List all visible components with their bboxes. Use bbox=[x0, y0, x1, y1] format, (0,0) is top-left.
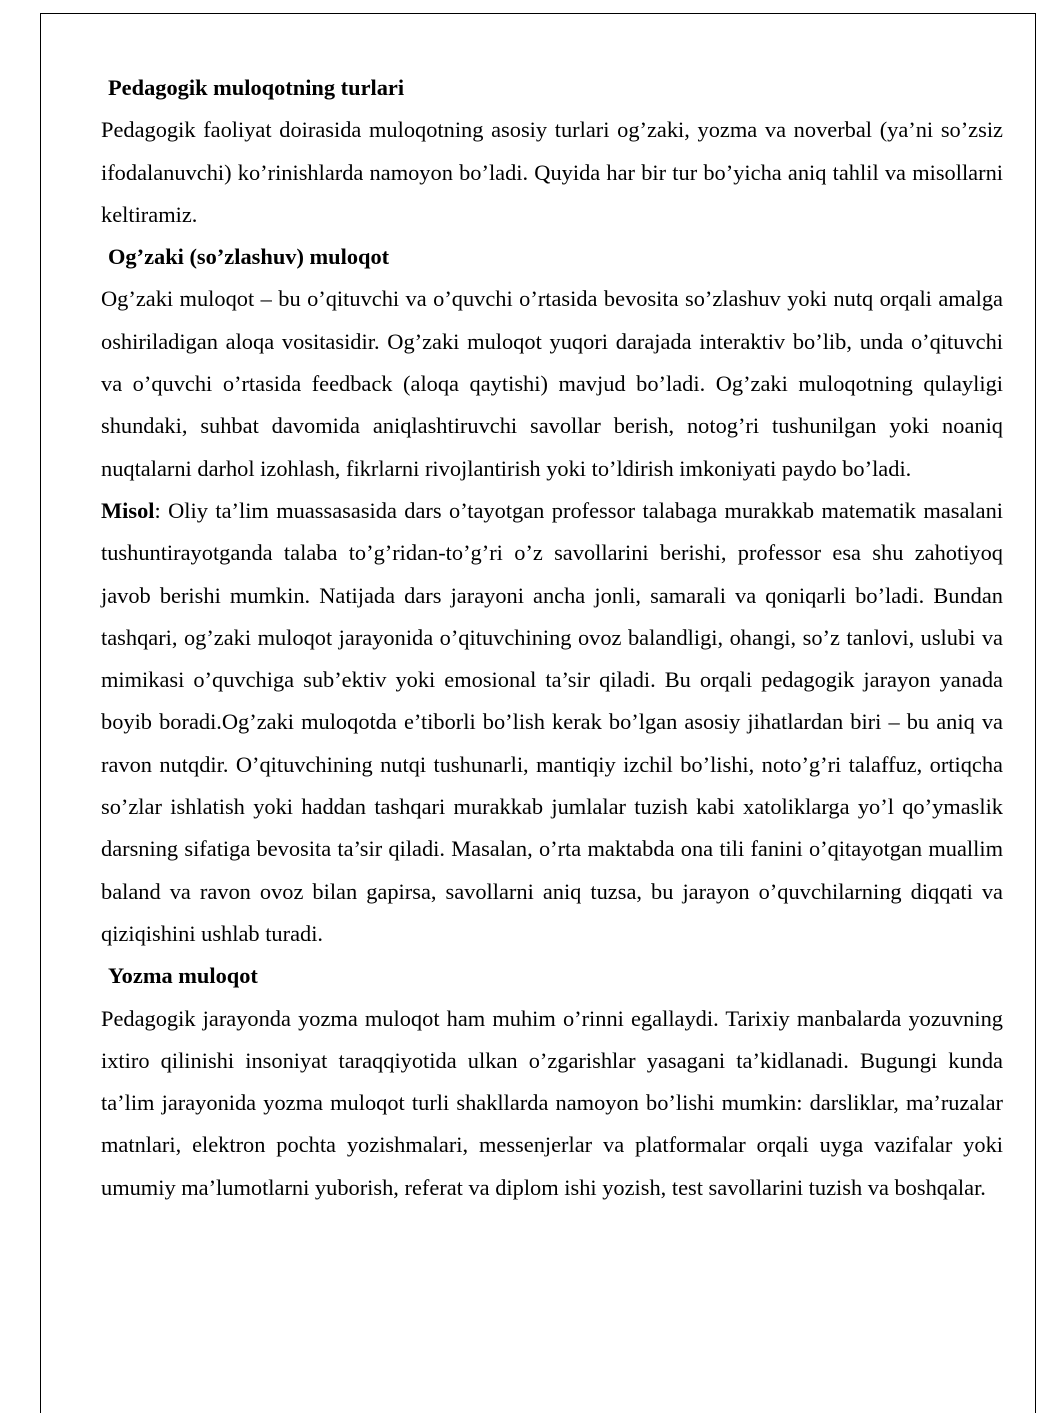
section-heading-ogzaki: Og’zaki (so’zlashuv) muloqot bbox=[108, 244, 390, 270]
paragraph-yozma: Pedagogik jarayonda yozma muloqot ham muhim o’rinni egallaydi. Tarixiy manbalarda yozuvning ixtiro qilinishi insoniyat taraqqiyotida ulkan o’zgarishlar yasagani ta’kidlanadi. Bugungi kunda ta’lim jarayonida yozma muloqot turli shakllarda namoyon bo’lishi mumkin: darsliklar, ma’ruzalar matnlari, elektron pochta yozishmalari, messenjerlar va platformalar orqali uyga vazifalar yoki umumiy ma’lumotlarni yuborish, referat va diplom ishi yozish, test savollarini tuzish va boshqalar. bbox=[101, 1005, 1003, 1200]
example-label: Misol bbox=[101, 497, 155, 523]
document-body bbox=[101, 67, 1003, 1209]
example-text: : Oliy ta’lim muassasasida dars o’tayotgan professor talabaga murakkab matematik masalani tushuntirayotganda talaba to’g’ridan-to’g’ri o’z savollarini berishi, professor esa shu zahotiyoq javob berishi mumkin. Natijada dars jarayoni ancha jonli, samarali va qoniqarli bo’ladi. Bundan tashqari, og’zaki muloqot jarayonida o’qituvchining ovoz balandligi, ohangi, so’z tanlovi, uslubi va mimikasi o’quvchiga sub’ektiv yoki emosional ta’sir qiladi. Bu orqali pedagogik jarayon yanada boyib boradi.Og’zaki muloqotda e’tiborli bo’lish kerak bo’lgan asosiy jihatlardan biri – bu aniq va ravon nutqdir. O’qituvchining nutqi tushunarli, mantiqiy izchil bo’lishi, noto’g’ri talaffuz, ortiqcha so’zlar ishlatish yoki haddan tashqari murakkab jumlalar tuzish kabi xatoliklarga yo’l qo’ymaslik darsning sifatiga bevosita ta’sir qiladi. Masalan, o’rta maktabda ona tili fanini o’qitayotgan muallim baland va ravon ovoz bilan gapirsa, savollarni aniq tuzsa, bu jarayon o’quvchilarning diqqati va qiziqishini ushlab turadi. bbox=[101, 497, 1003, 946]
section-heading-turlari: Pedagogik muloqotning turlari bbox=[108, 75, 405, 100]
paragraph-ogzaki: Og’zaki muloqot – bu o’qituvchi va o’quvchi o’rtasida bevosita so’zlashuv yoki nutq orqali amalga oshiriladigan aloqa vositasidir. Og’zaki muloqot yuqori darajada interaktiv bo’lib, unda o’qituvchi va o’quvchi o’rtasida feedback (aloqa qaytishi) mavjud bo’ladi. Og’zaki muloqotning qulayligi shundaki, suhbat davomida aniqlashtiruvchi savollar berish, notog’ri tushunilgan yoki noaniq nuqtalarni darhol izohlash, fikrlarni rivojlantirish yoki to’ldirish imkoniyati paydo bo’ladi. bbox=[101, 286, 1003, 481]
section-heading-yozma: Yozma muloqot bbox=[108, 963, 258, 989]
paragraph-intro: Pedagogik faoliyat doirasida muloqotning asosiy turlari og’zaki, yozma va noverbal (ya’ni so’zsiz ifodalanuvchi) ko’rinishlarda namoyon bo’ladi. Quyida har bir tur bo’yicha aniq tahlil va misollarni keltiramiz. bbox=[101, 117, 1003, 227]
paragraph-example bbox=[101, 490, 1003, 955]
